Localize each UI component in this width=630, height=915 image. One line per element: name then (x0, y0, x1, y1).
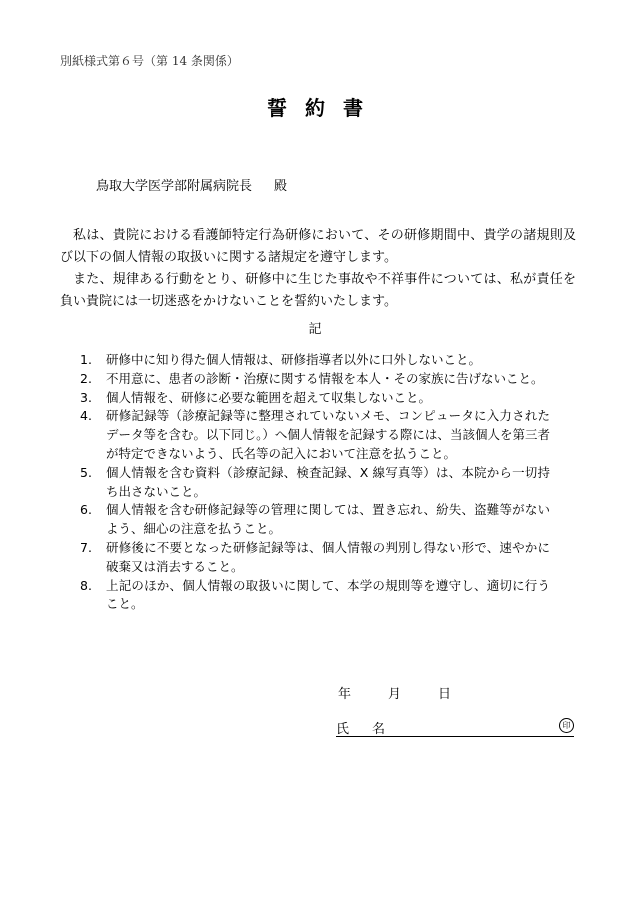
date-month-label: 月 (388, 687, 402, 702)
signature-line (336, 718, 574, 737)
item-text: 研修記録等（診療記録等に整理されていないメモ、コンピュータに入力されたデータ等を含む。以下同じ。）へ個人情報を記録する際には、当該個人を第三者が特定できないよう、氏名等の記入において注意を払うこと。 (106, 408, 550, 461)
list-item (80, 389, 550, 408)
addressee-name: 鳥取大学医学部附属病院長 (96, 179, 253, 194)
item-text: 研修中に知り得た個人情報は、研修指導者以外に口外しないこと。 (106, 352, 482, 367)
item-number: 1. (80, 352, 92, 367)
item-number: 5. (80, 464, 92, 480)
item-number: 3. (80, 389, 92, 405)
item-number: 2. (80, 370, 92, 386)
form-reference: 別紙様式第６号（第 14 条関係） (60, 54, 239, 68)
item-number: 4. (80, 408, 92, 424)
seal-icon: 印 (559, 718, 574, 733)
list-item (80, 351, 550, 370)
item-text: 不用意に、患者の診断・治療に関する情報を本人・その家族に告げないこと。 (106, 370, 544, 386)
item-text: 個人情報を、研修に必要な範囲を超えて収集しないこと。 (106, 389, 432, 405)
item-text: 研修後に不要となった研修記録等は、個人情報の判別し得ない形で、速やかに破棄又は消去すること。 (106, 539, 550, 574)
item-text: 上記のほか、個人情報の取扱いに関して、本学の規則等を遵守し、適切に行うこと。 (106, 577, 550, 612)
list-item (80, 464, 550, 502)
pledge-body (60, 225, 576, 313)
date-field (338, 683, 451, 702)
list-item (80, 370, 550, 389)
list-item (80, 577, 550, 615)
date-year-label: 年 (338, 687, 352, 702)
pledge-paragraph: また、規律ある行動をとり、研修中に生じた事故や不祥事件については、私が責任を負い貴院には一切迷惑をかけないことを誓約いたします。 (60, 272, 576, 309)
list-item (80, 539, 550, 577)
addressee (96, 175, 287, 194)
list-item (80, 501, 550, 539)
item-number: 8. (80, 577, 92, 593)
date-day-label: 日 (438, 687, 452, 702)
pledge-paragraph: 私は、貴院における看護師特定行為研修において、その研修期間中、貴学の諸規則及び以下の個人情報の取扱いに関する諸規定を遵守します。 (60, 228, 576, 265)
name-label-first: 氏 (336, 722, 350, 737)
document-title: 誓約書 (267, 96, 381, 120)
list-item (80, 407, 550, 463)
item-text: 個人情報を含む研修記録等の管理に関しては、置き忘れ、紛失、盗難等がないよう、細心の注意を払うこと。 (106, 502, 550, 537)
item-text: 個人情報を含む資料（診療記録、検査記録、X 線写真等）は、本院から一切持ち出さないこと。 (106, 464, 550, 499)
addressee-honorific: 殿 (274, 179, 288, 194)
item-number: 7. (80, 539, 92, 555)
item-number: 6. (80, 502, 92, 518)
ki-heading: 記 (308, 322, 322, 337)
name-label-second: 名 (372, 722, 386, 737)
pledge-items (80, 351, 550, 614)
